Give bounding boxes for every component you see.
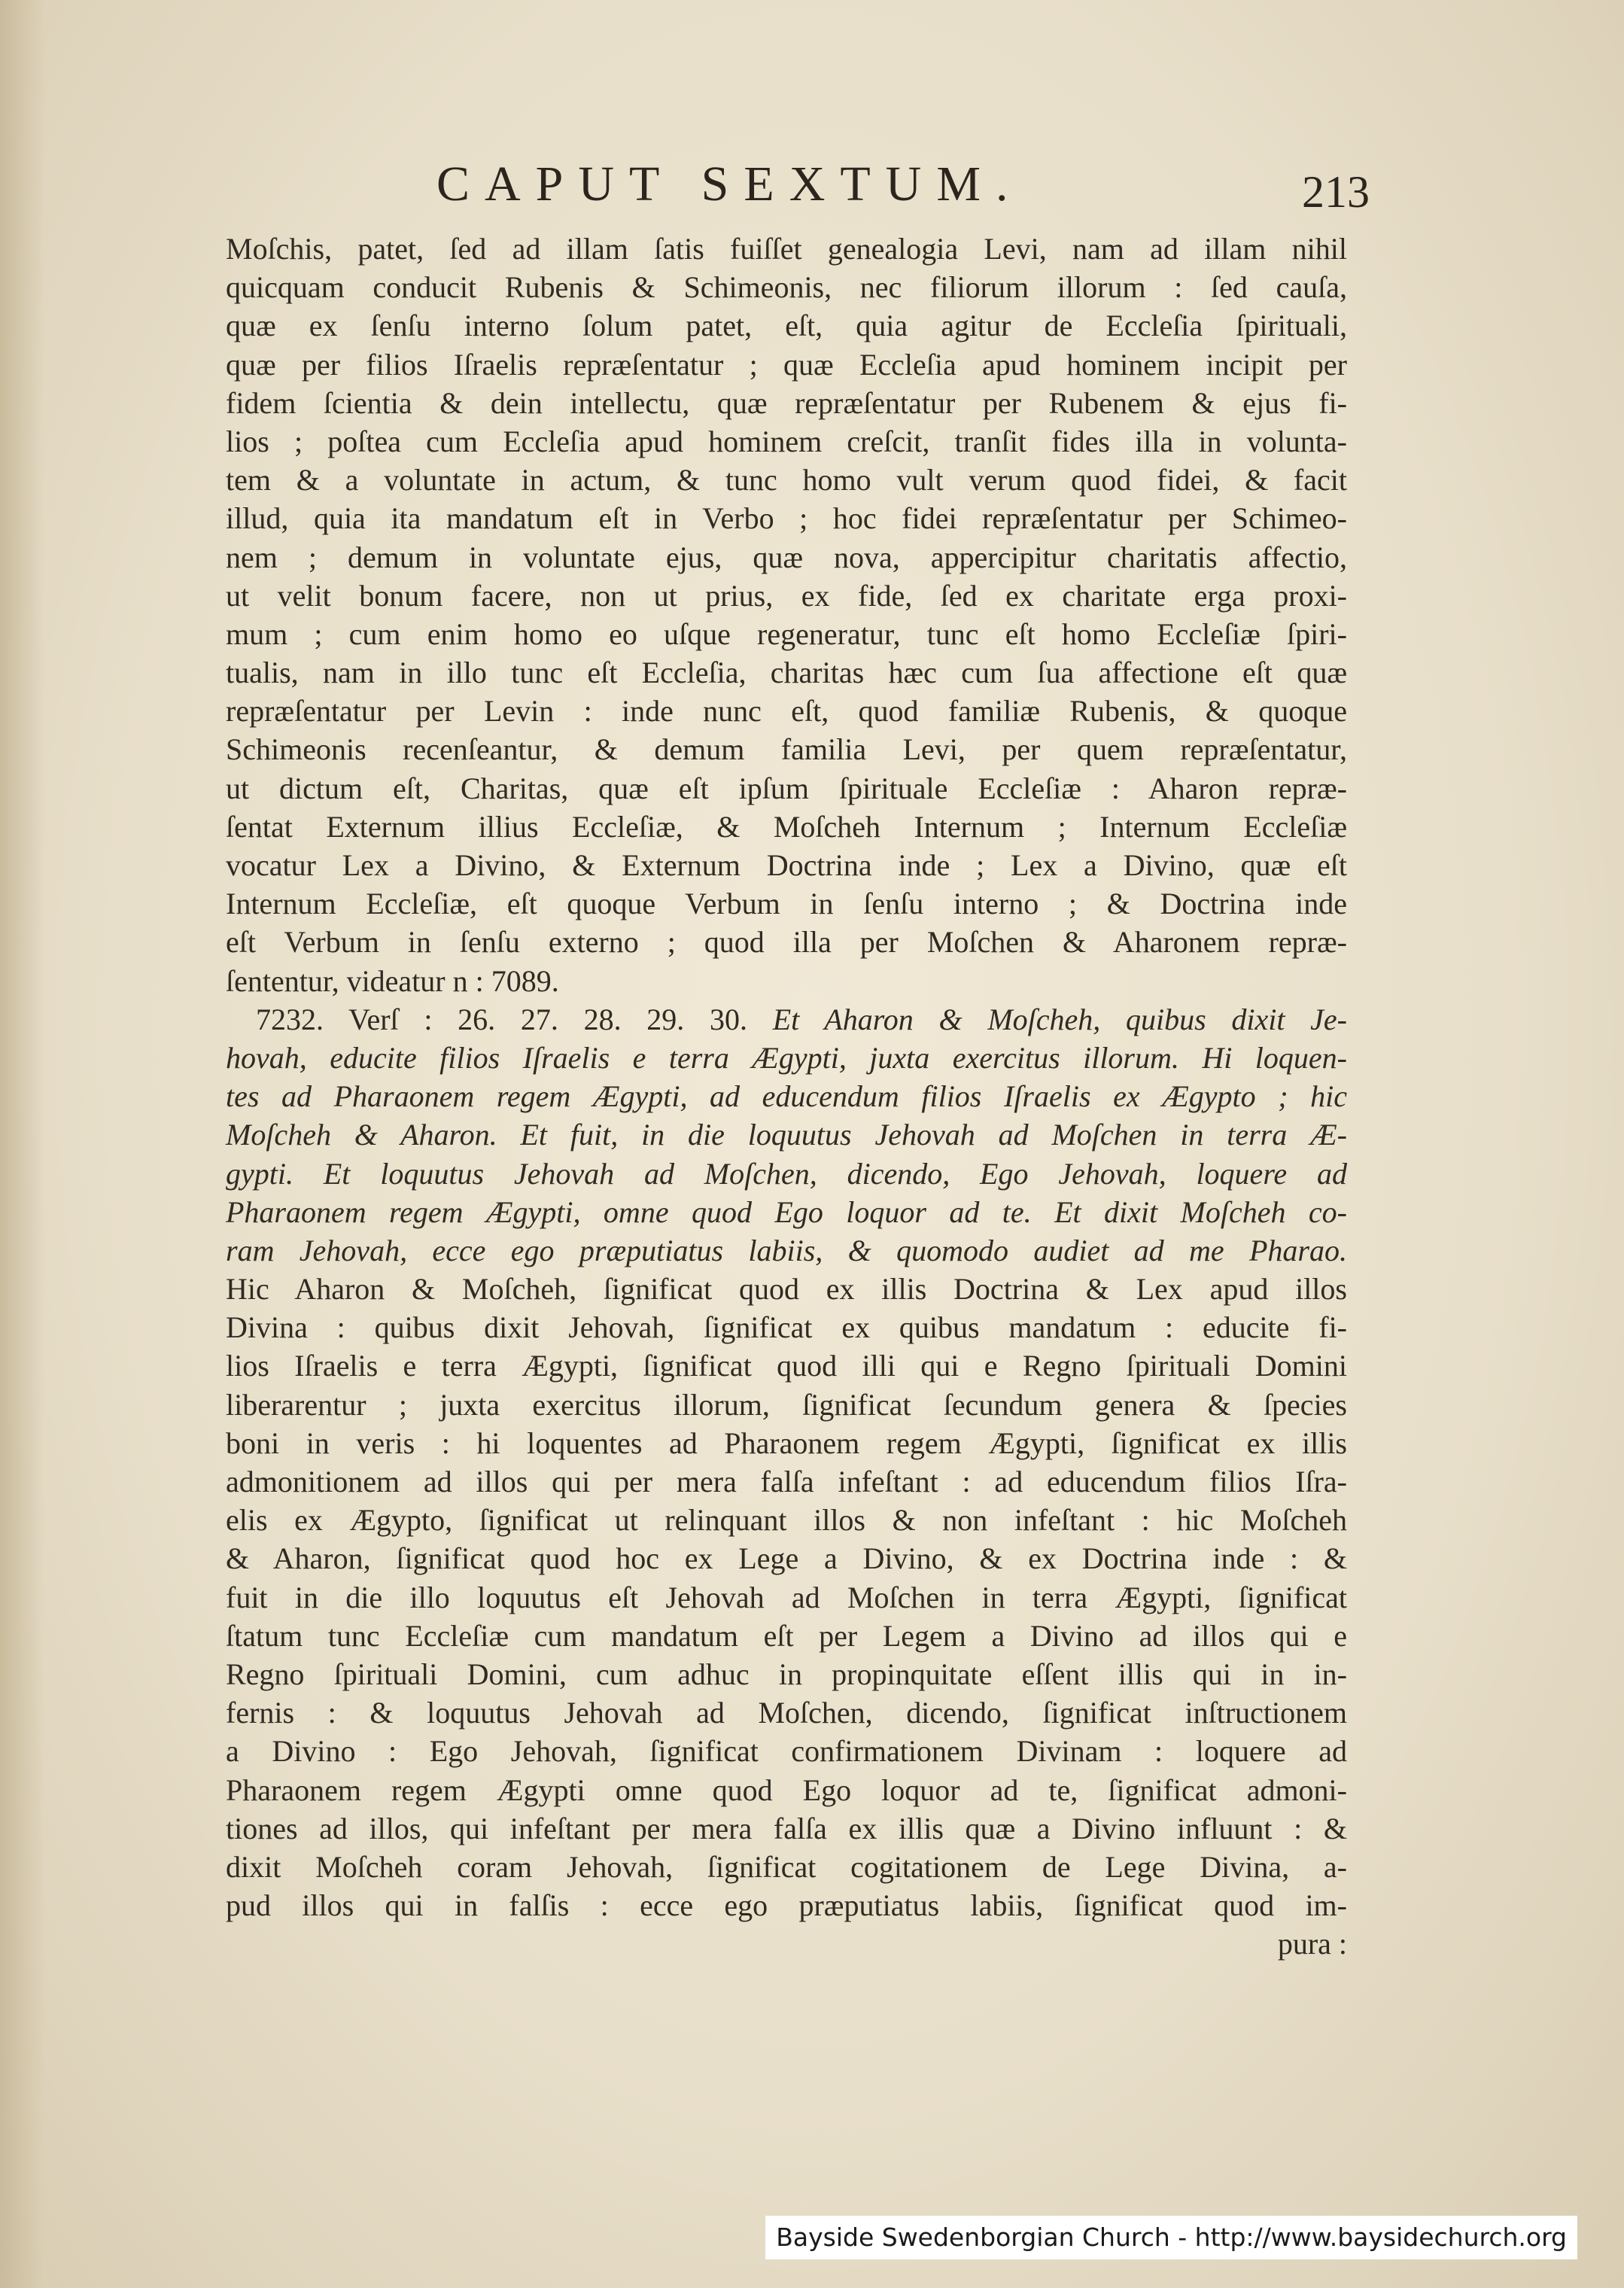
text-line: illud, quia ita mandatum eſt in Verbo ; hoc fidei repræſentatur per Schimeo-	[226, 501, 1347, 536]
page-header	[226, 147, 1370, 230]
text-line: fuit in die illo loquutus eſt Jehovah ad Moſchen in terra Ægypti, ſignificat	[226, 1580, 1347, 1614]
text-line: lios Iſraelis e terra Ægypti, ſignificat quod illi qui e Regno ſpirituali Domini	[226, 1349, 1347, 1383]
text-line: eſt Verbum in ſenſu externo ; quod illa per Moſchen & Aharonem repræ-	[226, 925, 1347, 960]
text-line: boni in veris : hi loquentes ad Pharaonem regem Ægypti, ſignificat ex illis	[226, 1425, 1347, 1460]
text-line: Internum Eccleſiæ, eſt quoque Verbum in ſenſu interno ; & Doctrina inde	[226, 887, 1347, 921]
text-line-italic: hovah, educite filios Iſraelis e terra Ægypti, juxta exercitus illorum. Hi loquen-	[226, 1040, 1347, 1075]
text-line: tem & a voluntate in actum, & tunc homo vult verum quod fidei, & facit	[226, 463, 1347, 497]
running-title: CAPUT SEXTUM.	[436, 157, 1023, 211]
text-line-italic: tes ad Pharaonem regem Ægypti, ad educendum filios Iſraelis ex Ægypto ; hic	[226, 1079, 1347, 1114]
text-line-italic: Moſcheh & Aharon. Et fuit, in die loquutus Jehovah ad Moſchen in terra Æ-	[226, 1118, 1347, 1152]
catchword: pura :	[1277, 1927, 1347, 1961]
text-line: & Aharon, ſignificat quod hoc ex Lege a Divino, & ex Doctrina inde : &	[226, 1541, 1347, 1576]
text-line: vocatur Lex a Divino, & Externum Doctrina inde ; Lex a Divino, quæ eſt	[226, 848, 1347, 882]
text-line: lios ; poſtea cum Eccleſia apud hominem creſcit, tranſit fides illa in volunta-	[226, 424, 1347, 458]
page-number: 213	[1302, 167, 1370, 217]
text-line: Pharaonem regem Ægypti omne quod Ego loquor ad te, ſignificat admoni-	[226, 1772, 1347, 1807]
text-line: ſtatum tunc Eccleſiæ cum mandatum eſt per Legem a Divino ad illos qui e	[226, 1618, 1347, 1653]
text-line: tiones ad illos, qui infeſtant per mera falſa ex illis quæ a Divino influunt : &	[226, 1811, 1347, 1845]
text-line: mum ; cum enim homo eo uſque regeneratur, tunc eſt homo Eccleſiæ ſpiri-	[226, 616, 1347, 651]
text-line: quæ ex ſenſu interno ſolum patet, eſt, quia agitur de Eccleſia ſpirituali,	[226, 309, 1347, 343]
text-line: nem ; demum in voluntate ejus, quæ nova, appercipitur charitatis affectio,	[226, 540, 1347, 574]
text-line: elis ex Ægypto, ſignificat ut relinquant illos & non infeſtant : hic Moſcheh	[226, 1503, 1347, 1538]
text-line: ſentat Externum illius Eccleſiæ, & Moſcheh Internum ; Internum Eccleſiæ	[226, 809, 1347, 844]
text-line-italic: gypti. Et loquutus Jehovah ad Moſchen, dicendo, Ego Jehovah, loquere ad	[226, 1156, 1347, 1191]
text-line: liberarentur ; juxta exercitus illorum, ſignificat ſecundum genera & ſpecies	[226, 1387, 1347, 1422]
paragraph-7232-start: 7232. Verſ : 26. 27. 28. 29. 30. Et Aharon & Moſcheh, quibus dixit Je-	[256, 1002, 1348, 1036]
text-line: fernis : & loquutus Jehovah ad Moſchen, dicendo, ſignificat inſtructionem	[226, 1696, 1347, 1730]
text-line: Regno ſpirituali Domini, cum adhuc in propinquitate eſſent illis qui in in-	[226, 1657, 1347, 1691]
text-line-italic: Pharaonem regem Ægypti, omne quod Ego loquor ad te. Et dixit Moſcheh co-	[226, 1194, 1347, 1229]
text-line: quæ per filios Iſraelis repræſentatur ; quæ Eccleſia apud hominem incipit per	[226, 347, 1347, 382]
text-line: ut velit bonum facere, non ut prius, ex fide, ſed ex charitate erga proxi-	[226, 578, 1347, 613]
text-line: repræſentatur per Levin : inde nunc eſt, quod familiæ Rubenis, & quoque	[226, 694, 1347, 729]
text-line: admonitionem ad illos qui per mera falſa infeſtant : ad educendum filios Iſra-	[226, 1465, 1347, 1498]
text-line-paragraph-end: ſententur, videatur n : 7089.	[226, 963, 559, 998]
text-line: dixit Moſcheh coram Jehovah, ſignificat cogitationem de Lege Divina, a-	[226, 1849, 1347, 1884]
text-line: Moſchis, patet, ſed ad illam ſatis fuiſſet genealogia Levi, nam ad illam nihil	[226, 232, 1347, 266]
text-line: Schimeonis recenſeantur, & demum familia Levi, per quem repræſentatur,	[226, 732, 1347, 767]
text-line: Divina : quibus dixit Jehovah, ſignificat ex quibus mandatum : educite fi-	[226, 1310, 1347, 1345]
page-shadow-edge	[0, 0, 45, 2288]
text-line: ut dictum eſt, Charitas, quæ eſt ipſum ſpirituale Eccleſiæ : Aharon repræ-	[226, 771, 1347, 805]
body-text	[226, 230, 1347, 1963]
source-watermark: Bayside Swedenborgian Church - http://www.baysidechurch.org	[765, 2216, 1577, 2259]
text-line: pud illos qui in falſis : ecce ego præputiatus labiis, ſignificat quod im-	[226, 1888, 1347, 1923]
text-line: Hic Aharon & Moſcheh, ſignificat quod ex illis Doctrina & Lex apud illos	[226, 1272, 1347, 1307]
text-line: tualis, nam in illo tunc eſt Eccleſia, charitas hæc cum ſua affectione eſt quæ	[226, 656, 1347, 690]
text-line: a Divino : Ego Jehovah, ſignificat confirmationem Divinam : loquere ad	[226, 1734, 1347, 1769]
text-line: quicquam conducit Rubenis & Schimeonis, nec filiorum illorum : ſed cauſa,	[226, 270, 1347, 305]
text-line: fidem ſcientia & dein intellectu, quæ repræſentatur per Rubenem & ejus fi-	[226, 385, 1347, 420]
text-line-italic: ram Jehovah, ecce ego præputiatus labiis, & quomodo audiet ad me Pharao.	[226, 1233, 1347, 1267]
